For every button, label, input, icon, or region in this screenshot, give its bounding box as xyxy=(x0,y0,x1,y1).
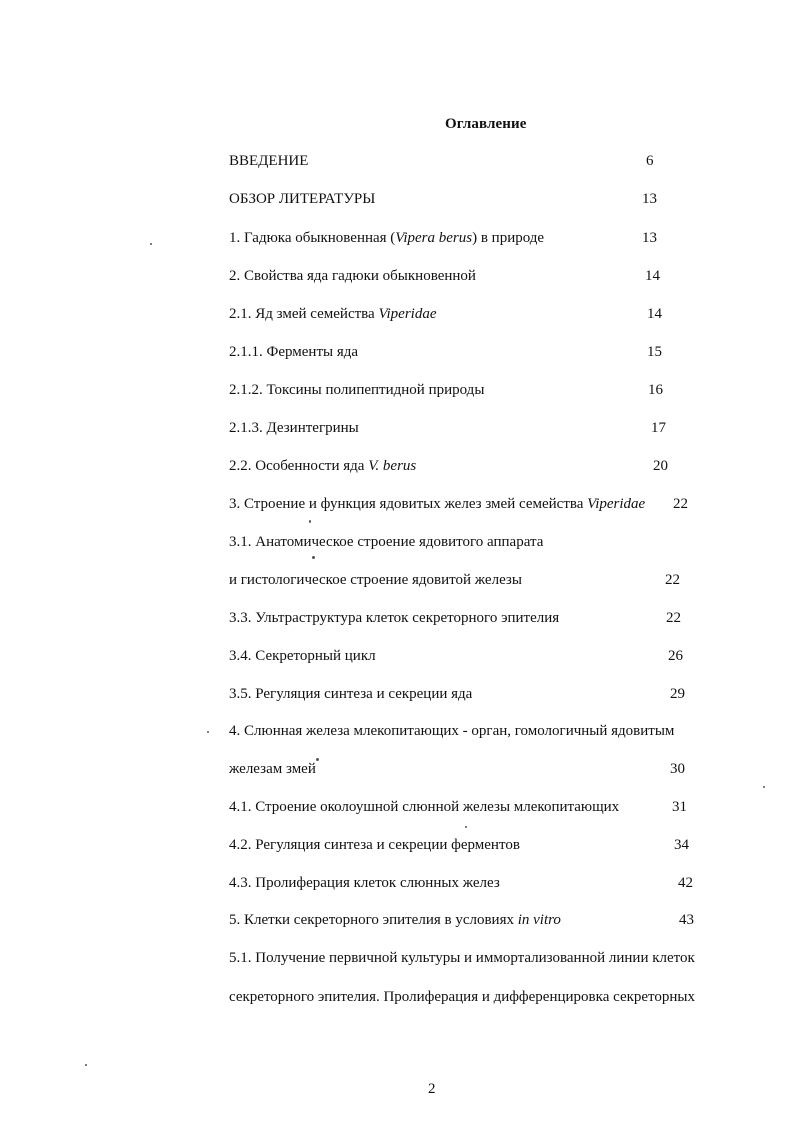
toc-entry-title: ОБЗОР ЛИТЕРАТУРЫ xyxy=(229,191,376,207)
toc-entry-page: 42 xyxy=(678,875,693,891)
toc-entry-title: 2. Свойства яда гадюки обыкновенной xyxy=(229,268,476,284)
toc-entry-title: железам змей xyxy=(229,761,316,777)
toc-entry-page: 22 xyxy=(673,496,688,512)
toc-entry-title: 5. Клетки секреторного эпителия в условиях in vitro xyxy=(229,912,561,928)
toc-entry-title: 3.3. Ультраструктура клеток секреторного эпителия xyxy=(229,610,560,626)
toc-entry-title: 4. Слюнная железа млекопитающих - орган, гомологичный ядовитым xyxy=(229,723,675,739)
toc-entry-title: 3. Строение и функция ядовитых желез змей семейства Viperidae xyxy=(229,496,646,512)
toc-entry-title: 4.2. Регуляция синтеза и секреции ферментов xyxy=(229,837,520,853)
toc-entry-title: 1. Гадюка обыкновенная (Vipera berus) в природе xyxy=(229,230,545,246)
toc-entry-page: 17 xyxy=(651,420,666,436)
toc-entry-page: 29 xyxy=(670,686,685,702)
toc-entry-title: 3.1. Анатомическое строение ядовитого аппарата xyxy=(229,534,544,550)
scan-speck xyxy=(763,786,765,788)
toc-entry-page: 30 xyxy=(670,761,685,777)
page-title: Оглавление xyxy=(445,116,527,132)
scan-speck xyxy=(316,758,319,761)
scan-speck xyxy=(85,1064,87,1066)
toc-entry-title: 2.1.3. Дезинтегрины xyxy=(229,420,359,436)
toc-entry-page: 14 xyxy=(647,306,662,322)
toc-entry-page: 43 xyxy=(679,912,694,928)
toc-entry-page: 13 xyxy=(642,191,657,207)
toc-entry-title: 5.1. Получение первичной культуры и иммортализованной линии клеток xyxy=(229,950,695,966)
scan-speck xyxy=(150,243,152,245)
toc-entry-page: 22 xyxy=(665,572,680,588)
toc-entry-page: 34 xyxy=(674,837,689,853)
page-number: 2 xyxy=(428,1081,436,1097)
toc-entry-page: 15 xyxy=(647,344,662,360)
toc-entry-title: 4.1. Строение околоушной слюнной железы млекопитающих xyxy=(229,799,620,815)
toc-entry-title: 3.5. Регуляция синтеза и секреции яда xyxy=(229,686,473,702)
scan-speck xyxy=(207,731,209,733)
toc-entry-page: 6 xyxy=(646,153,654,169)
toc-entry-page: 20 xyxy=(653,458,668,474)
toc-entry-title: 2.1.2. Токсины полипептидной природы xyxy=(229,382,485,398)
toc-entry-page: 13 xyxy=(642,230,657,246)
toc-entry-page: 26 xyxy=(668,648,683,664)
toc-entry-title: 4.3. Пролиферация клеток слюнных желез xyxy=(229,875,500,891)
toc-entry-page: 14 xyxy=(645,268,660,284)
toc-entry-title: 2.1. Яд змей семейства Viperidae xyxy=(229,306,437,322)
toc-entry-page: 31 xyxy=(672,799,687,815)
toc-entry-title: ВВЕДЕНИЕ xyxy=(229,153,309,169)
toc-entry-title: и гистологическое строение ядовитой железы xyxy=(229,572,522,588)
scan-speck xyxy=(312,556,315,559)
toc-entry-title: 2.1.1. Ферменты яда xyxy=(229,344,359,360)
toc-entry-title: 2.2. Особенности яда V. berus xyxy=(229,458,417,474)
toc-entry-page: 22 xyxy=(666,610,681,626)
scan-speck xyxy=(465,826,467,828)
toc-entry-title: секреторного эпителия. Пролиферация и дифференцировка секреторных xyxy=(229,989,696,1005)
toc-entry-page: 16 xyxy=(648,382,663,398)
scan-speck xyxy=(309,520,311,523)
toc-entry-title: 3.4. Секреторный цикл xyxy=(229,648,376,664)
